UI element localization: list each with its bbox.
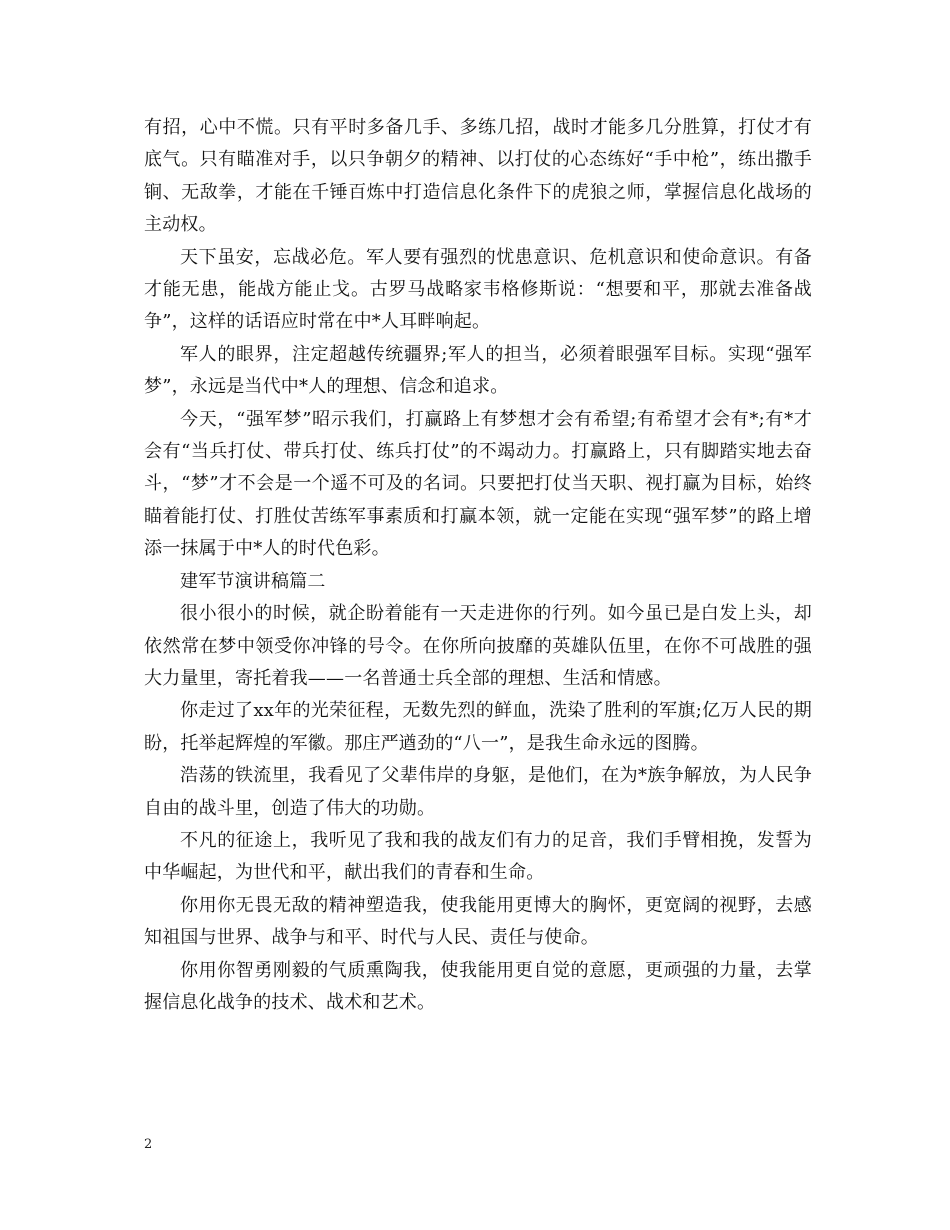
paragraph: 很小很小的时候，就企盼着能有一天走进你的行列。如今虽已是白发上头，却依然常在梦中领受你冲锋的号令。在你所向披靡的英雄队伍里，在你不可战胜的强大力量里，寄托着我——一名普通士兵全部的理想、生活和情感。	[144, 603, 812, 689]
paragraph: 天下虽安，忘战必危。军人要有强烈的忧患意识、危机意识和使命意识。有备才能无患，能战方能止戈。古罗马战略家韦格修斯说：“想要和平，那就去准备战争”，这样的话语应时常在中*人耳畔响起。	[144, 246, 812, 333]
page-number: 2	[144, 1137, 153, 1152]
paragraph: 你用你智勇刚毅的气质熏陶我，使我能用更自觉的意愿，更顽强的力量，去掌握信息化战争的技术、战术和艺术。	[144, 959, 812, 1013]
paragraph: 今天，“强军梦”昭示我们，打赢路上有梦想才会有希望;有希望才会有*;有*才会有“当兵打仗、带兵打仗、练兵打仗”的不竭动力。打赢路上，只有脚踏实地去奋斗，“梦”才不会是一个遥不可及的名词。只要把打仗当天职、视打赢为目标，始终瞄着能打仗、打胜仗苦练军事素质和打赢本领，就一定能在实现“强军梦”的路上增添一抹属于中*人的时代色彩。	[144, 408, 812, 560]
paragraph: 军人的眼界，注定超越传统疆界;军人的担当，必须着眼强军目标。实现“强军梦”，永远是当代中*人的理想、信念和追求。	[144, 343, 812, 398]
section-heading: 建军节演讲稿篇二	[180, 570, 326, 592]
paragraph: 浩荡的铁流里，我看见了父辈伟岸的身躯，是他们，在为*族争解放，为人民争自由的战斗里，创造了伟大的功勋。	[144, 765, 812, 819]
paragraph: 你用你无畏无敌的精神塑造我，使我能用更博大的胸怀，更宽阔的视野，去感知祖国与世界、战争与和平、时代与人民、责任与使命。	[144, 894, 812, 949]
paragraph: 有招，心中不慌。只有平时多备几手、多练几招，战时才能多几分胜算，打仗才有底气。只有瞄准对手，以只争朝夕的精神、以打仗的心态练好“手中枪”，练出撒手锏、无敌拳，才能在千锤百炼中打造信息化条件下的虎狼之师，掌握信息化战场的主动权。	[144, 117, 812, 236]
paragraph: 不凡的征途上，我听见了我和我的战友们有力的足音，我们手臂相挽，发誓为中华崛起，为世代和平，献出我们的青春和生命。	[144, 829, 812, 884]
paragraph: 你走过了xx年的光荣征程，无数先烈的鲜血，洗染了胜利的军旗;亿万人民的期盼，托举起辉煌的军徽。那庄严遒劲的“八一”，是我生命永远的图腾。	[144, 700, 812, 754]
page-body	[144, 112, 812, 1019]
